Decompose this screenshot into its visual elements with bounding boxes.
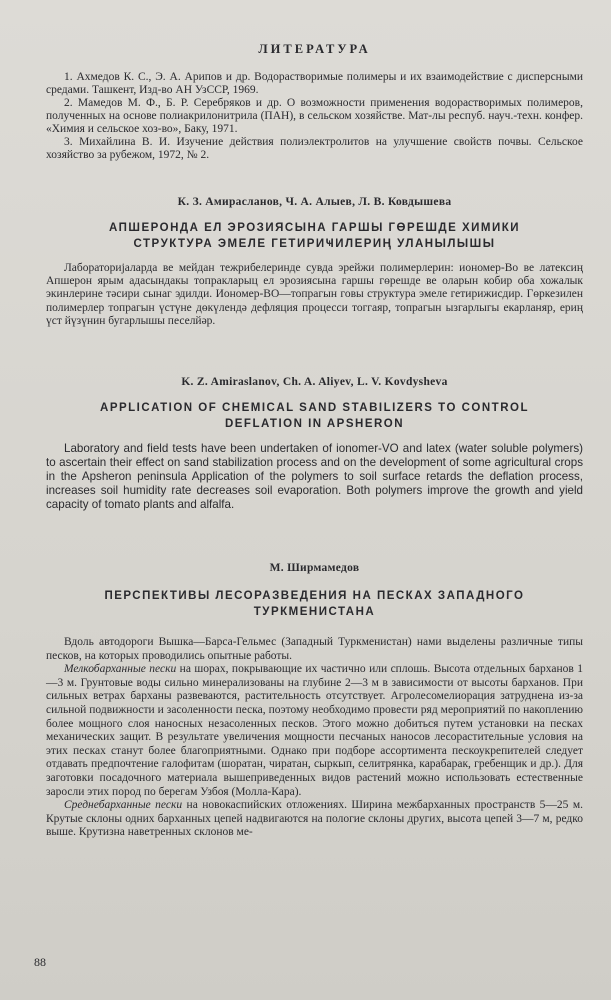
ru-paragraph-2-text: на шорах, покрывающие их частично или сплошь. Высота отдельных барханов 1—3 м. Грунтовые воды сильно минерализованы на глубине 2—3 м в зависимости от высоты барханов. При сильных ветрах барханы развеваются, растительность отсутствует. Агролесомелиорация затруднена из-за сильной подвижности и засоленности песка, поэтому необходимо провести ряд мероприятий по накоплению более мощного слоя наносных незасоленных песков. Этого можно добиться путем установки на песках механических защит. В результате увеличения мощности песчаных наносов лесорастительные условия на этих песках станут более благоприятными. Однако при подборе ассортимента пескоукрепителей следует отдавать предпочтение галофитам (шоратан, чиратан, сыркып, селитрянка, карабарак, гребенщик и др.). Для заготовки посадочного материала вышеприведенных видов растений можно использовать естественные заросли этих пород по берегам Узбоя (Молла-Кара). xyxy=(46,663,583,798)
en-title-line-2: DEFLATION IN APSHERON xyxy=(224,418,405,431)
reference-item: 1. Ахмедов К. С., Э. А. Арипов и др. Водорастворимые полимеры и их взаимодействие с дисперсными средами. Ташкент, Изд-во АН УзССР, 1969. xyxy=(46,71,583,96)
ru-article-author: М. Ширмамедов xyxy=(269,562,360,575)
ru-paragraph-2 xyxy=(46,663,583,799)
reference-item: 2. Мамедов М. Ф., Б. Р. Серебряков и др. О возможности применения водорастворимых полимеров, полученных на основе полиакрилонитрила (ПАН), в сельском хозяйстве. Мат-лы респуб. науч.-техн. конфер. «Химия и сельское хоз-во», Баку, 1971. xyxy=(46,97,583,135)
reference-item: 3. Михайлина В. И. Изучение действия полиэлектролитов на улучшение свойств почвы. Сельское хозяйство за рубежом, 1972, № 2. xyxy=(46,136,583,161)
ru-paragraph-3-lead: Среднебарханные пески xyxy=(64,799,183,812)
page-number: 88 xyxy=(34,955,46,969)
az-article-abstract: Лабораторијаларда ве мейдан тежрибелеринде сувда эрейжи полимерлерин: иономер-Во ве латексиң Апшерон ярым адасындакы топракларыц ел эрозиясына гаршы гөрешде ве оларын кобир оба хожалык экинлерине тәсири сынаг эдилди. Иономер-ВО—топрагын говы структура эмеле гетирижисдир. Гөркезилен полимерлер топрагын үстүне дөкүлендә дефляция процесси тоггаяр, топрагын ызгарлыгы екарланяр, ериң үст йүзүнин бугарлышы песелйәр. xyxy=(46,262,583,327)
az-article-title xyxy=(46,220,583,252)
ru-paragraph-3-text: на новокаспийских отложениях. Ширина межбарханных пространств 5—25 м. Крутые склоны одних барханных цепей надвигаются на пологие склоны других, высота цепей 3—7 м, редко выше. Крутизна наветренных склонов ме- xyxy=(46,799,583,839)
en-article-abstract: Laboratory and field tests have been undertaken of ionomer-VO and latex (water soluble polymers) to ascertain their effect on sand stabilization process and on the development of some agricultural crops in the Apsheron peninsula Application of the polymers to soil surface retards the deflation process, increases soil humidity rate decreases soil evaporation. Both polymers improve the growth and yield capacity of tomato plants and alfalfa. xyxy=(46,442,583,512)
ru-paragraph-2-lead: Мелкобарханные пески xyxy=(64,663,177,676)
ru-paragraph-3 xyxy=(46,799,583,840)
literature-heading: ЛИТЕРАТУРА xyxy=(258,42,371,56)
ru-article-title xyxy=(46,588,583,620)
az-title-line-2: СТРУКТУРА ЭМЕЛЕ ГЕТИРИҸИЛЕРИҢ УЛАНЫЛЫШЫ xyxy=(133,238,496,250)
references-list xyxy=(46,71,583,162)
ru-title-line-2: ТУРКМЕНИСТАНА xyxy=(253,606,376,619)
az-title-line-1: АПШЕРОНДА ЕЛ ЭРОЗИЯСЫНА ГАРШЫ ГӨРЕШДЕ ХИМИКИ xyxy=(108,222,521,234)
en-article-authors: K. Z. Amiraslanov, Ch. A. Aliyev, L. V. Kovdysheva xyxy=(181,376,448,389)
az-article-authors: К. З. Амираслaнов, Ч. А. Алыев, Л. В. Ковдышева xyxy=(177,196,452,208)
en-title-line-1: APPLICATION OF CHEMICAL SAND STABILIZERS TO CONTROL xyxy=(100,402,529,415)
ru-title-line-1: ПЕРСПЕКТИВЫ ЛЕСОРАЗВЕДЕНИЯ НА ПЕСКАХ ЗАПАДНОГО xyxy=(104,590,525,603)
ru-paragraph-1: Вдоль автодороги Вышка—Барса-Гельмес (Западный Туркменистан) нами выделены различные типы песков, на которых проводились опытные работы. xyxy=(46,636,583,662)
en-article-title xyxy=(46,400,583,432)
